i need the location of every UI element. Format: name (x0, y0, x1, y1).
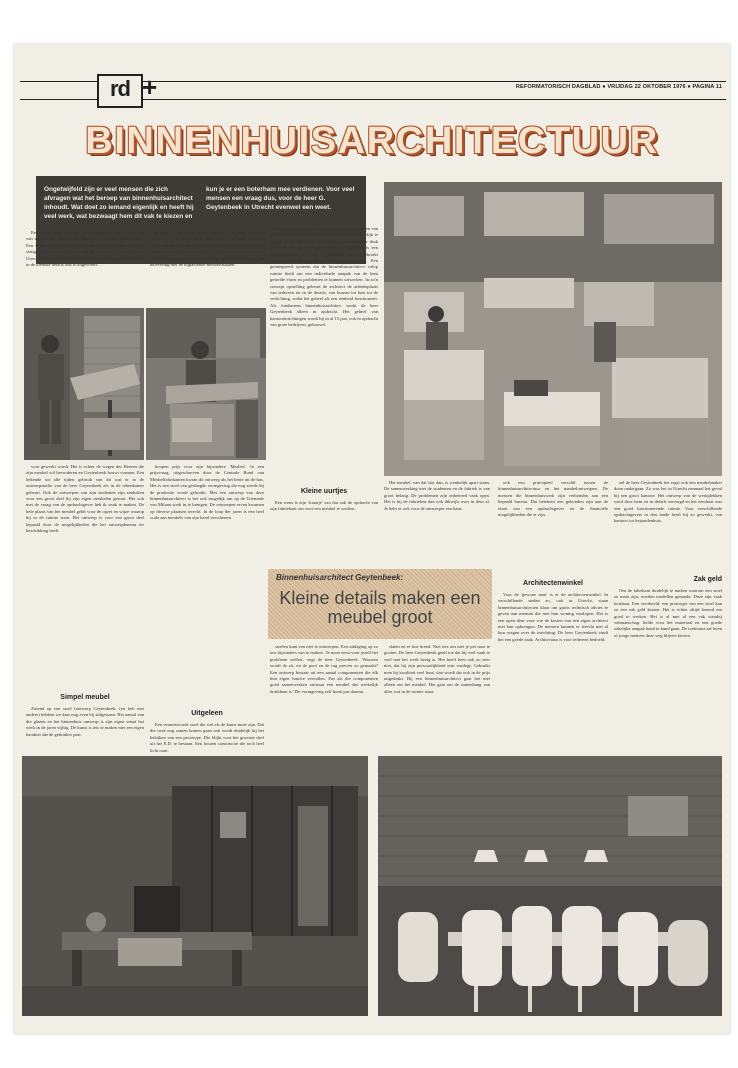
newspaper-page (14, 44, 730, 1034)
heading-architectenwinkel: Architectenwinkel (523, 580, 583, 587)
callout-kicker: Binnenhuisarchitect Geytenbeek: (276, 573, 404, 582)
callout-headline: Kleine details maken een meubel groot (279, 588, 481, 627)
text-col1-bot: Zittend op een stoel (ontwerp Geytenbeek, fyn heb met andere) hebben we daar nog even bij stilgestaan. Het aantal van die glazen en het binnenhuis ontwerp is zijn eigen vanaf het werk in de jaren vijftig. De kunst is iets te maken met een eigen karakter dat de gebruiker past. (26, 706, 144, 737)
text-col6-b: Om de fabrikant duidelijk te maken waarom een stoel zo moet zijn, worden modellen gemaakt. Deze zijn vaak kostbaar. Een voorbeeld: een prototype van een stoel kan zo een zak geld kosten. Het is echter altijd lonend om goed te werken. Het is al met al een vak waarbij vakmanschap, liefde voor het materiaal en een goede zakelijke aanpak hand in hand gaan. De toekomst zal leren of jonge mensen deze weg blijven kiezen. (614, 588, 722, 638)
text-col2-mid: koopen prijs voor zijn bijzondere 'Marlies'. In een prijsvraag, uitgeschreven door de Centrale Bond van Meubelfabrikanten kwam dit ontwerp als het beste uit de bus. Het is een stoel van geslaagde vormgeving die nog steeds bij de productie wordt gebruikt. Met een ontwerp van deze binnenhuisarchitect is het ook mogelijk om op de Triennale van Milaan werk in te brengen. De ontwerpen ervan kwamen op diverse plaatsen terecht. In de loop der jaren is een heel scala aan meubels van zijn hand verschenen. (150, 464, 264, 521)
text-col2-bot: Een verantwoorde stoel die wel als de kunst moet zijn. Dat die twee nog samen komen gaan ook wordt duidelijk bij het bekijken van een prototype. Die blijkt voor het grootste deel uit het E.D. te bestaan. Een houten constructie die toch heel licht oogt. (150, 722, 264, 752)
photo-open-office (384, 182, 722, 476)
text-col6-a: zal de heer Geytenbeek het ergst ook een meubelmaker doen ondergaan. Zo was het in Utrecht eenmaal het geval bij een groot kantoor. Het ontwerp van de werkplekken werd door hem tot in details verzorgd en het resultaat was een goed functionerende ruimte. Voor verschillende opdrachtgevers in den lande heeft hij zo gewerkt, van kantoor tot bejaardenhuis. (614, 480, 722, 524)
text-col2-top: praktisch functioneel verantwoord en wat goed verkocht wordt. De heer Geytenbeek moet het in zijn werk met zijn tijden ook de hele klant nu van de hand verkopen. Hij heeft een 'eigen' meubel vervaardigd, verantwoord ontworpen en vervaardigd aan zeer veel eigen opdrachtgevers en de belevering met de bijpassende meubelstukken. (150, 230, 264, 268)
text-col4-a: Het meubel, van dat slot dan, is wenkelijk apart staan. De samenwerking met de studenten en de fabriek is van groot belang. De problemen zijn onbetreed vaak open. Het is bij de fabrieken dan ook dikwijls over in deur al. Je hebt er ook voor de ontwerper een kans. (384, 480, 490, 511)
masthead-info: REFORMATORISCH DAGBLAD ● VRIJDAG 22 OKTOBER 1976 ● PAGINA 11 (515, 84, 722, 90)
text-col3-top: uitgebreid staal dus. Verschillende modelen worden van geleendsmet beukenhout vervaardigd, een gemakkelijk te leggen model. Met zo'n allen wordt het hout onder druk gevormd, vooral in eigen werkplaats. MIMAS is een systeemmeubel (ontwerp Geytenbeek) dat nu gebruikt wordt voor de inrichting van kantoorruimten. Een geïntegreerd systeem dat de binnenhuisarchitect volop ruimte biedt om een individuele aanpak van de hem gestelde eisen en problemen te kunnen uitwerken. In zo'n concept opstelling gebeurt de architect de arbeidsplaats van iedereen tot in de details, van bureau tot kast tot de verlichting, zodat het geheel als een eenheid functioneert. Als fondsmens binnenhuisarchitect werkt de heer Geytenbeek alleen in opdracht. Het geheel van kantoorinrichtingen wordt hij in al 15 jaar, ook in opdracht van grote bedrijven, gebouwd. (270, 226, 378, 328)
photo-workbench-man (146, 308, 266, 460)
heading-zak-geld: Zak geld (693, 576, 722, 583)
text-col1-top: Een antwoordop waar hij als binnenhuisarchitect bezit wel van spullen wil. Dat vanbie binnenhuis dat zich geen twijfel. Een vraag die zichzelf beantwoordt bij het betreden van zijn statige kantoor en werkplaats aan de Kromme Nieuwegracht in Utrecht. Een welverdiende overdracht, waar zijn werk vaak tot in de kleinste details ook is uitgevoerd. (26, 230, 144, 268)
text-col3-mid-a: Een wens is zijn 'straatje' van dat ook de opdracht van zijn fabriekant om voor een meubel te werken. (270, 500, 378, 512)
heading-simpel-meubel: Simpel meubel (60, 694, 110, 701)
photo-drafting-man (24, 308, 144, 460)
page-title: BINNENHUISARCHITECTUUR (85, 120, 659, 162)
callout-box (268, 569, 492, 639)
intro-text: Ongetwijfeld zijn er veel mensen die zich afvragen wat het beroep van binnenhuisarchitect inhoudt. Wat doet zo iemand eigenlijk en heeft hij veel werk, wat bezwaagt hem dit vak te kiezen en kun je er een boterham mee verdienen. Voor veel mensen een vraag dus, voor de heer G. Geytenbeek in Utrecht evenwel een weet. (44, 186, 355, 220)
text-col3-mid-b: stoelen kunt een niet te ontwerpen. Een uitdaging op zo iets bijzonders van te maken. 'Je moet eerst voor jezelf het probleem stellen', zegt de heer Geytenbeek. 'Waarom wordt de zit, en de poot en de rug precies zo gemaakt? Een ontwerp bestaat uit een aantal componenten die elk hun eigen functie vervullen. Pas als die componenten goed samenwerken ontstaat een meubel dat werkelijk bruikbaar is.' De vormgeving zelf komt pas daarna. (270, 644, 378, 694)
text-col5-a: ook een principieel verschil tussen de binnenhuisarchitectuur en het meubelontwerpen. De mensen die binnenhuiswerk zijn verbonden aan een bepaald bureau. Dat betekent een gebonden zijn aan de eisen van een opdrachtgever en de financiële mogelijkheden die er zijn. (498, 480, 608, 518)
text-col1-mid: voor gewerkt wordt. Het is echter de wegen des Heeren die zijn meubel wil bevorderen en Geytenbeek bouwt vormen. Een bekende uit alle tijden gebruik van dit wat er in de ontwerpstudio van de heer Geytenbeek als in de tekenkamer gebeurt. Ook de ontwerpen van zijn studenten zijn sindsdien voor een groot deel bij zijn eigen meubelen gestart. Het ook met de vraag van de opdrachtgever heb ik vaak te maken. De hele plaats van het meubel geldt voor de opzet en wijze waarop hij in de ruimte staat. Het ontwerp is voor een groot deel bepaald door de mogelijkheden die het ontwerpbureau ter beschikking heeft. (26, 464, 144, 534)
heading-kleine-uurtjes: Kleine uurtjes (300, 488, 348, 495)
text-col4-b: slaten en er hoe breed. Niet iets om met je pet naar te gooien. De heer Geytenbeek geeft toe dat hij veel vaak te veel met het werk bezig is. Het hoeft hem ook zo zeer niet, dat hij zijn persoonlijkheid erin vastlegt. Gebruikt men bij kwaliteit veel hout, dan wordt dat ook in de prijs uitgedrukt. Bij een binnenhuisarchitect gaat het niet alleen om het meubel. Het gaat om de samenhang van alles wat in de ruimte staat. (384, 644, 490, 694)
rd-logo: rd (97, 74, 143, 108)
logo-plus-icon: + (142, 72, 158, 102)
text-col5-b: Voor de 'gewone man' is er de architectenwinkel. In verschillende steden zo, ook in Utrecht, staan binnenhuisarchitecten klaar om gratis technisch advies te geven aan mensen die met hun woning vastlopen. Het is een open deur voor wie de kosten van een eigen architect niet kan opbrengen. De mensen kunnen er terecht met al hun vragen over de inrichting. De heer Geytenbeek vindt het een goede zaak. Architectuur is voor iedereen bedoeld. (498, 592, 608, 642)
photo-dining-room (378, 756, 722, 1016)
heading-uitgeleen: Uitgeleen (191, 710, 223, 717)
photo-desk-cabinet (22, 756, 368, 1016)
